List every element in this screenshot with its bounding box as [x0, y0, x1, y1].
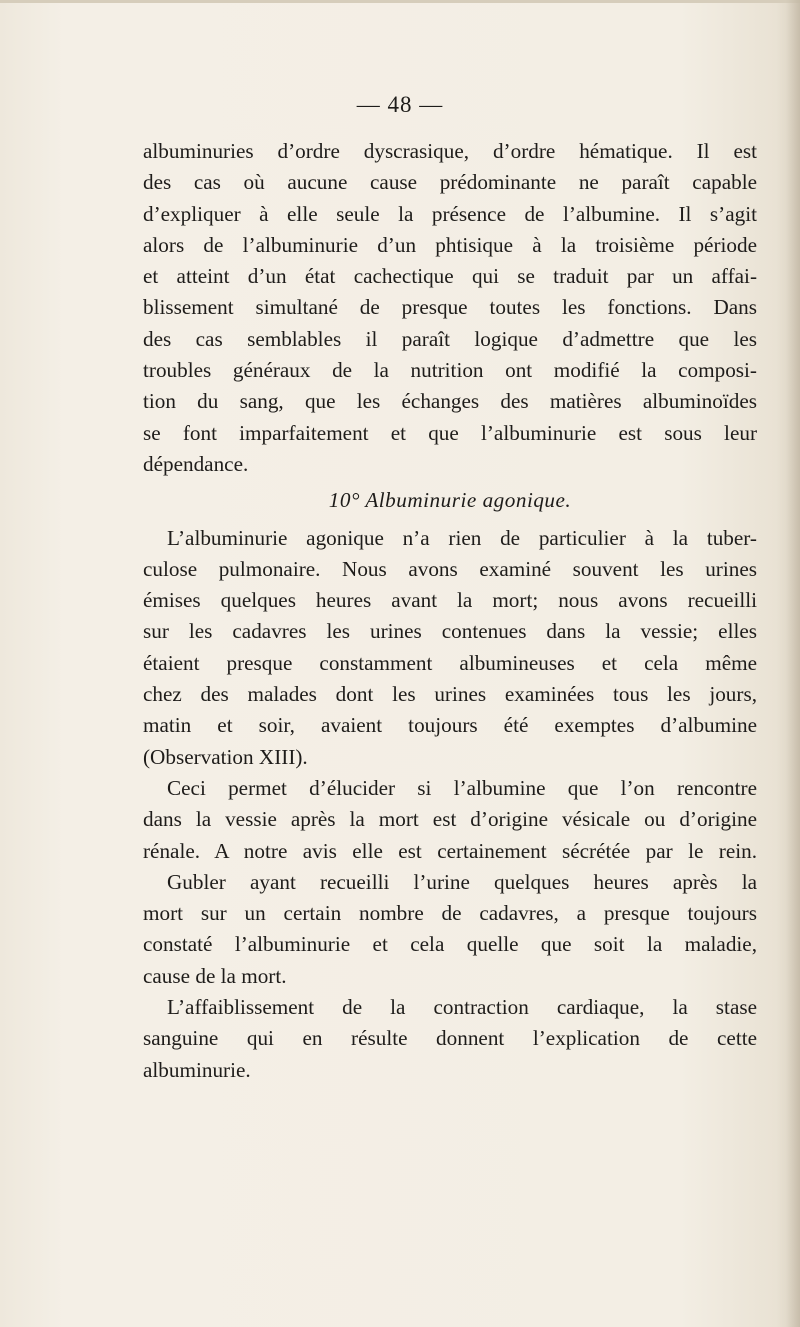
binding-shadow [786, 0, 800, 1327]
text-line: dans la vessie après la mort est d’origine vésicale ou d’origine [143, 807, 757, 832]
paragraph-5 [143, 992, 757, 1086]
text-line: Ceci permet d’élucider si l’albumine que l’on rencontre [167, 775, 757, 800]
text-line: Gubler ayant recueilli l’urine quelques heures après la [167, 869, 757, 894]
text-line: (Observation XIII). [143, 744, 308, 769]
text-line: alors de l’albuminurie d’un phtisique à la troisième période [143, 232, 757, 257]
paragraph-2 [143, 523, 757, 773]
text-line: culose pulmonaire. Nous avons examiné souvent les urines [143, 556, 757, 581]
text-line: sanguine qui en résulte donnent l’explication de cette [143, 1026, 757, 1051]
text-line: constaté l’albuminurie et cela quelle que soit la maladie, [143, 932, 757, 957]
text-line: L’affaiblissement de la contraction cardiaque, la stase [167, 995, 757, 1020]
text-line: des cas semblables il paraît logique d’admettre que les [143, 326, 757, 351]
text-line: blissement simultané de presque toutes les fonctions. Dans [143, 295, 757, 320]
text-line: L’albuminurie agonique n’a rien de particulier à la tuber- [167, 525, 757, 550]
body-text [143, 136, 757, 1086]
text-line: étaient presque constamment albumineuses et cela même [143, 650, 757, 675]
text-line: matin et soir, avaient toujours été exemptes d’albumine [143, 713, 757, 738]
page-number: — 48 — [356, 92, 444, 117]
paragraph-3 [143, 773, 757, 867]
text-line: se font imparfaitement et que l’albuminurie est sous leur [143, 420, 757, 445]
page-edge [0, 0, 800, 3]
text-line: sur les cadavres les urines contenues dans la vessie; elles [143, 619, 757, 644]
text-line: rénale. A notre avis elle est certainement sécrétée par le rein. [143, 838, 757, 863]
text-line: troubles généraux de la nutrition ont modifié la composi- [143, 358, 757, 383]
paragraph-4 [143, 867, 757, 992]
text-line: mort sur un certain nombre de cadavres, a presque toujours [143, 901, 757, 926]
text-line: des cas où aucune cause prédominante ne paraît capable [143, 170, 757, 195]
text-line: chez des malades dont les urines examinées tous les jours, [143, 682, 757, 707]
paragraph-1 [143, 136, 757, 480]
text-line: albuminurie. [143, 1057, 251, 1082]
text-line: albuminuries d’ordre dyscrasique, d’ordre hématique. Il est [143, 139, 757, 163]
text-line: et atteint d’un état cachectique qui se traduit par un affai- [143, 264, 757, 289]
text-line: tion du sang, que les échanges des matières albuminoïdes [143, 389, 757, 414]
text-line: d’expliquer à elle seule la présence de l’albumine. Il s’agit [143, 201, 757, 226]
section-heading: 10° Albuminurie agonique. [328, 488, 572, 513]
text-line: émises quelques heures avant la mort; nous avons recueilli [143, 588, 757, 613]
text-line: dépendance. [143, 451, 249, 476]
text-line: cause de la mort. [143, 963, 287, 988]
